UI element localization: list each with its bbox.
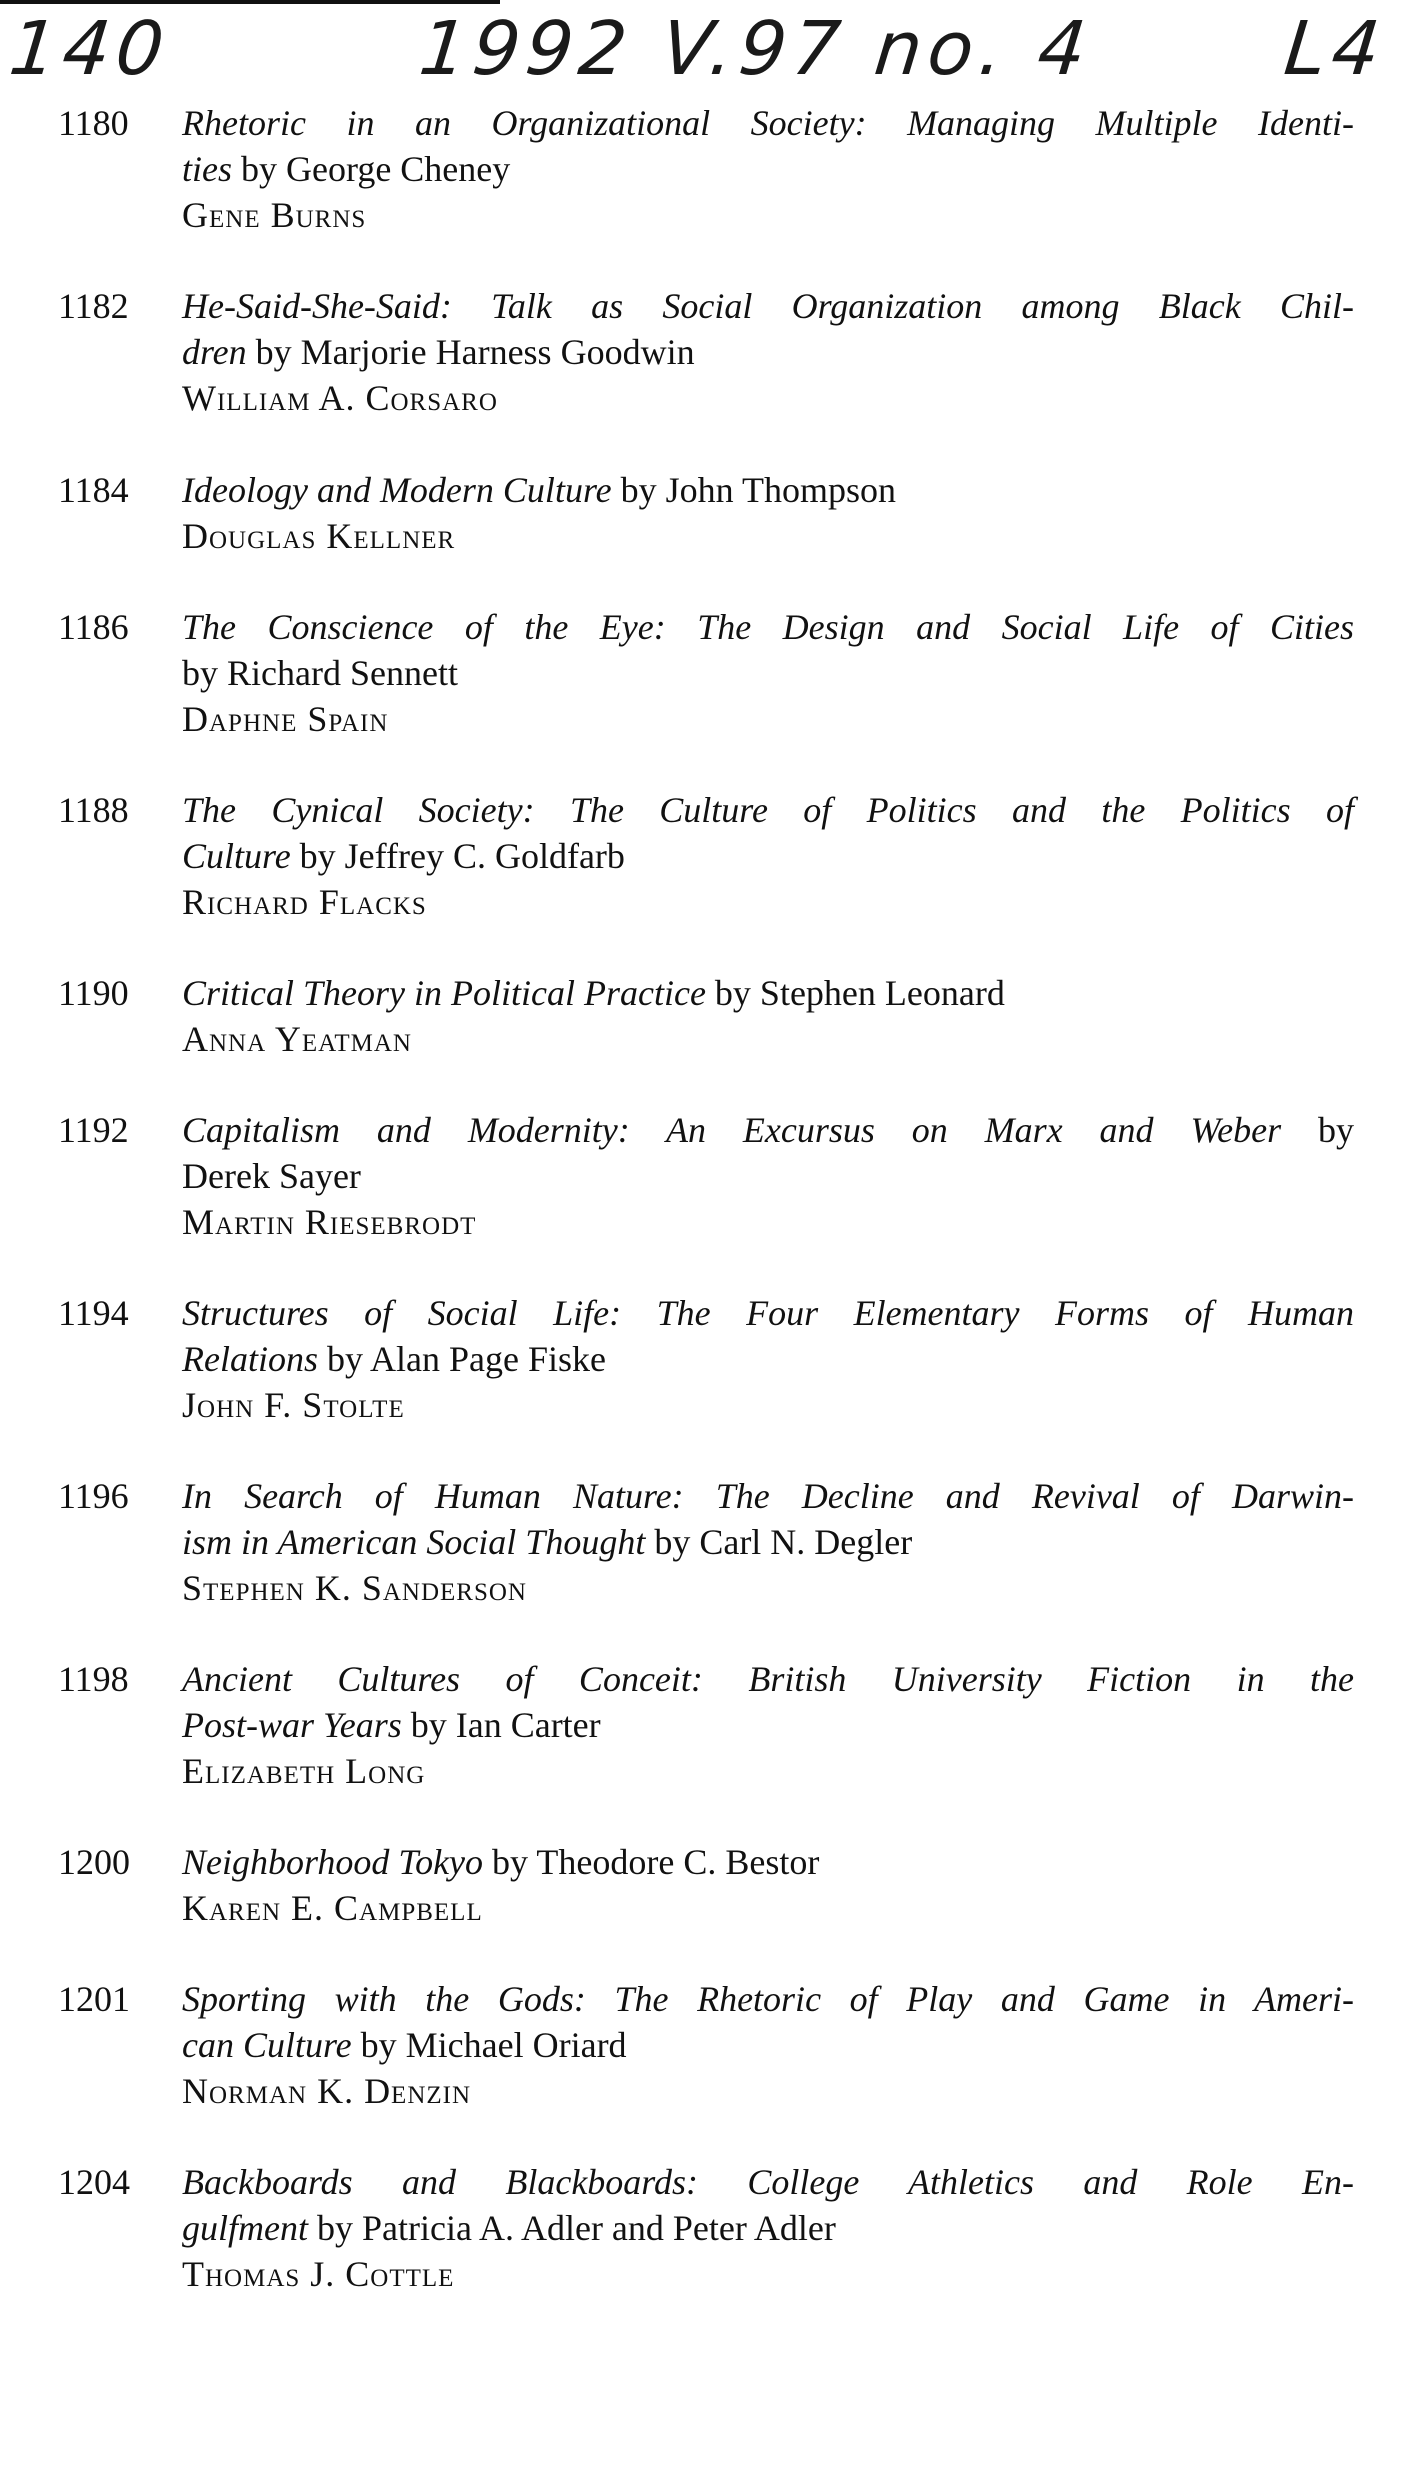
page-number: 1188: [58, 790, 129, 830]
book-title-line: [182, 970, 1354, 1016]
book-title-line: The Cynical Society: The Culture of Politics and the Politics of: [182, 790, 1354, 830]
book-title-tail: gulfment: [182, 2208, 308, 2248]
book-author-by: by: [1281, 1110, 1355, 1150]
book-title-tail: ties: [182, 149, 232, 189]
book-author: by Patricia A. Adler and Peter Adler: [307, 2208, 836, 2248]
entry-body: [182, 1107, 1354, 1245]
page-number: 1184: [58, 470, 129, 510]
book-author: by Michael Oriard: [351, 2025, 627, 2065]
page-number: 1198: [58, 1659, 129, 1699]
entry-body: [182, 283, 1354, 421]
reviewer-name: Karen E. Campbell: [182, 1888, 483, 1928]
page-number: 1182: [58, 286, 129, 326]
book-title-tail: Post-war Years: [182, 1705, 402, 1745]
top-rule: [0, 0, 500, 4]
book-author: by Theodore C. Bestor: [483, 1842, 820, 1882]
handwritten-volume-mark: 1992 V.97 no. 4: [415, 6, 1097, 92]
book-author: by Alan Page Fiske: [317, 1339, 606, 1379]
entry-body: [182, 1839, 1354, 1931]
entry-body: [182, 2159, 1354, 2297]
book-title-tail: Relations: [182, 1339, 318, 1379]
book-author: by Ian Carter: [401, 1705, 601, 1745]
page-number: 1204: [58, 2162, 130, 2202]
book-author: by George Cheney: [232, 149, 511, 189]
book-title-continuation: [182, 329, 1354, 375]
reviewer-name: William A. Corsaro: [182, 378, 498, 418]
book-title-line: [182, 1107, 1354, 1153]
book-author: by John Thompson: [611, 470, 896, 510]
handwritten-shelf-mark: L4: [1280, 6, 1390, 92]
handwritten-call-number: 140: [5, 6, 174, 92]
book-author: Derek Sayer: [182, 1156, 361, 1196]
book-title-continuation: [182, 833, 1354, 879]
book-author: by Marjorie Harness Goodwin: [246, 332, 695, 372]
page-number: 1200: [58, 1842, 130, 1882]
book-title-tail: dren: [182, 332, 247, 372]
book-title-line: Ancient Cultures of Conceit: British University Fiction in the: [182, 1659, 1354, 1699]
book-title: Critical Theory in Political Practice: [182, 973, 706, 1013]
reviewer-name: Anna Yeatman: [182, 1019, 412, 1059]
reviewer-name: Daphne Spain: [182, 699, 389, 739]
book-title-continuation: [182, 1702, 1354, 1748]
entry-body: [182, 1473, 1354, 1611]
book-title-line: Backboards and Blackboards: College Athletics and Role En-: [182, 2162, 1354, 2202]
book-title-line: Rhetoric in an Organizational Society: Managing Multiple Identi-: [182, 103, 1354, 143]
reviewer-name: Martin Riesebrodt: [182, 1202, 477, 1242]
book-author: by Stephen Leonard: [705, 973, 1005, 1013]
reviewer-name: Thomas J. Cottle: [182, 2254, 455, 2294]
reviewer-name: Norman K. Denzin: [182, 2071, 472, 2111]
entry-body: [182, 1656, 1354, 1794]
book-title-continuation: [182, 1519, 1354, 1565]
book-author: by Jeffrey C. Goldfarb: [290, 836, 625, 876]
book-title: Neighborhood Tokyo: [182, 1842, 484, 1882]
page-number: 1180: [58, 103, 129, 143]
book-title: Capitalism and Modernity: An Excursus on Marx and Weber: [182, 1110, 1282, 1150]
page-number: 1186: [58, 607, 129, 647]
entry-body: [182, 1976, 1354, 2114]
reviewer-name: Richard Flacks: [182, 882, 427, 922]
entry-body: [182, 787, 1354, 925]
book-title-line: In Search of Human Nature: The Decline and Revival of Darwin-: [182, 1476, 1354, 1516]
entry-body: [182, 1290, 1354, 1428]
reviewer-name: Elizabeth Long: [182, 1751, 426, 1791]
entry-body: [182, 100, 1354, 238]
book-title-continuation: [182, 146, 1354, 192]
page-number: 1201: [58, 1979, 130, 2019]
book-title-continuation: [182, 2205, 1354, 2251]
book-author: by Richard Sennett: [182, 653, 458, 693]
book-title-tail: can Culture: [182, 2025, 352, 2065]
reviewer-name: John F. Stolte: [182, 1385, 405, 1425]
book-title-tail: Culture: [182, 836, 291, 876]
page-number: 1190: [58, 973, 129, 1013]
entry-body: [182, 604, 1354, 742]
book-title-continuation: [182, 2022, 1354, 2068]
book-author: by Carl N. Degler: [645, 1522, 913, 1562]
book-title-line: Structures of Social Life: The Four Elementary Forms of Human: [182, 1293, 1354, 1333]
page-number: 1192: [58, 1110, 129, 1150]
book-title-line: He-Said-She-Said: Talk as Social Organization among Black Chil-: [182, 286, 1354, 326]
page-number: 1194: [58, 1293, 129, 1333]
book-title-line: [182, 467, 1354, 513]
book-author-line: [182, 650, 1354, 696]
reviewer-name: Gene Burns: [182, 195, 367, 235]
book-title-tail: ism in American Social Thought: [182, 1522, 646, 1562]
entry-body: [182, 970, 1354, 1062]
book-title-line: [182, 1839, 1354, 1885]
entry-body: [182, 467, 1354, 559]
reviewer-name: Douglas Kellner: [182, 516, 456, 556]
page-number: 1196: [58, 1476, 129, 1516]
book-title-line: The Conscience of the Eye: The Design and Social Life of Cities: [182, 607, 1354, 647]
book-title: Ideology and Modern Culture: [182, 470, 612, 510]
book-title-continuation: [182, 1336, 1354, 1382]
book-title-line: Sporting with the Gods: The Rhetoric of Play and Game in Ameri-: [182, 1979, 1354, 2019]
reviewer-name: Stephen K. Sanderson: [182, 1568, 527, 1608]
